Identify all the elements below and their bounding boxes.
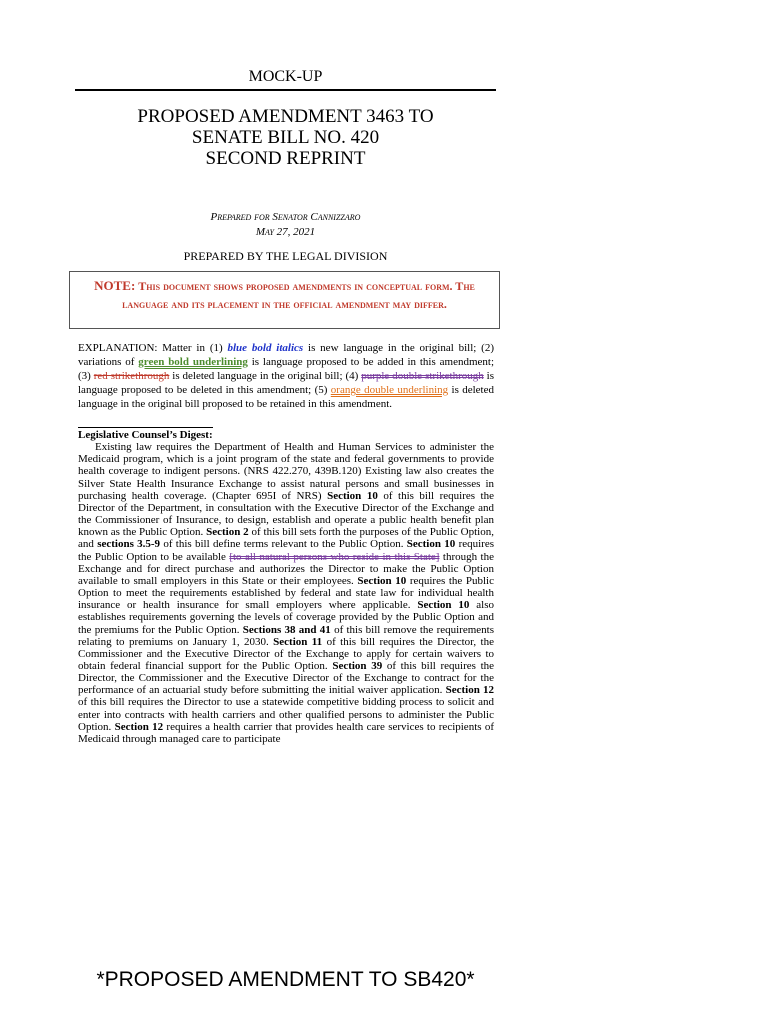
note-text: This document shows proposed amendments in conceptual form. The language and its placement in the official amendment may differ. (122, 279, 475, 311)
prepared-for-block (75, 210, 496, 240)
explanation-blue-sample: blue bold italics (227, 342, 304, 354)
explanation-purple-sample: purple double strikethrough (361, 370, 484, 383)
digest-text: of this bill remove the requirements relating to premiums on January 1, 2030. (78, 623, 494, 648)
digest-section-ref: Section 12 (114, 720, 164, 733)
digest-text: of this bill define terms relevant to the Public Option. (160, 538, 407, 551)
digest-deleted-text: [to all natural persons who reside in this State] (229, 550, 440, 563)
digest-section-ref: Section 10 (327, 489, 378, 502)
digest-text: requires the Public Option to be available (78, 538, 495, 563)
digest-heading: Legislative Counsel’s Digest: (78, 429, 213, 441)
digest-text: of this bill requires the Director, the Commissioner and the Executive Director of the Exchange to contract for the performance of an actuarial study before submitting the initial waiver application. (78, 659, 495, 697)
digest-text: also establishes requirements governing the levels of coverage provided by the Public Option and the premiums for the Public Option. (78, 599, 494, 636)
explanation-text-5: is language proposed to be deleted in this amendment; (5) (78, 370, 495, 397)
explanation-text-4: is deleted language in the original bill; (4) (169, 370, 362, 383)
digest-text: of this bill sets forth the purposes of the Public Option, and (78, 526, 494, 551)
digest-text: requires the Public Option to meet the requirements established by federal and state law for individual health insurance or health insurance for small employers where applicable. (78, 574, 494, 612)
explanation-red-sample: red strikethrough (93, 370, 170, 383)
digest-text: Existing law requires the Department of Health and Human Services to administer the Medicaid program, which is a joint program of the state and federal governments to provide health coverage to indigent persons. (NRS 422.270, 439B.120) Existing law also creates the Silver State Health Insurance Exchange to assist natural persons and small businesses in purchasing health coverage. (Chapter 695I of NRS) (78, 441, 494, 502)
explanation-text-2: is new language in the original bill; (2) variations of (78, 342, 494, 369)
mockup-label: MOCK-UP (248, 68, 323, 85)
digest-text: of this bill requires the Director to use a statewide competitive bidding process to solicit and enter into contracts with health carriers and other qualified persons to administer the Public Option. (78, 696, 494, 733)
digest-section-ref: Section 10 (406, 538, 456, 551)
explanation-paragraph (78, 341, 494, 411)
digest-section-ref: Section 39 (332, 659, 383, 672)
digest-section-ref: Section 11 (273, 635, 323, 648)
explanation-text-1: EXPLANATION: Matter in (1) (78, 342, 228, 354)
digest-text: of this bill requires the Director of the Department, in consultation with the Executive Director of the Exchange and the Commissioner of Insurance, to design, establish and operate a public health benefit plan known as the Public Option. (78, 489, 494, 539)
digest-text: requires a health carrier that provides health care services to recipients of Medicaid through managed care to participate (78, 720, 494, 745)
title-line-1: PROPOSED AMENDMENT 3463 TO (137, 106, 434, 127)
digest-section-ref: Section 10 (357, 574, 407, 587)
explanation-text-3: is language proposed to be added in this amendment; (3) (78, 356, 494, 383)
digest-section-ref: Sections 38 and 41 (242, 623, 331, 636)
digest-section-ref: sections 3.5-9 (97, 538, 161, 551)
footer-label: *PROPOSED AMENDMENT TO SB420* (96, 968, 475, 991)
digest-section-ref: Section 10 (417, 599, 470, 612)
document-title (75, 106, 496, 169)
explanation-green-sample: green bold underlining (138, 356, 248, 369)
legislative-digest (78, 427, 494, 745)
title-line-2: SENATE BILL NO. 420 (191, 127, 380, 148)
digest-text: through the Exchange and for direct purchase and authorizes the Director to make the Public Option available to small employers in this State or their employees. (78, 550, 494, 587)
digest-body (78, 441, 494, 745)
note-box (69, 271, 500, 329)
digest-section-ref: Section 12 (445, 684, 494, 697)
explanation-orange-sample: orange double underlining (330, 384, 449, 397)
prepared-by-text: PREPARED BY THE LEGAL DIVISION (183, 249, 388, 263)
prepared-date: May 27, 2021 (255, 226, 316, 238)
prepared-for-text: Prepared for Senator Cannizzaro (210, 211, 361, 223)
title-line-3: SECOND REPRINT (205, 148, 366, 169)
digest-section-ref: Section 2 (206, 526, 249, 539)
explanation-text-6: is deleted language in the original bill proposed to be retained in this amendment. (78, 384, 494, 411)
note-lead: NOTE: (94, 278, 136, 293)
header-divider (75, 89, 496, 91)
digest-text: of this bill requires the Director, the Commissioner and the Executive Director of the Exchange to apply for certain waivers to obtain federal financial support for the Public Option. (78, 635, 494, 672)
